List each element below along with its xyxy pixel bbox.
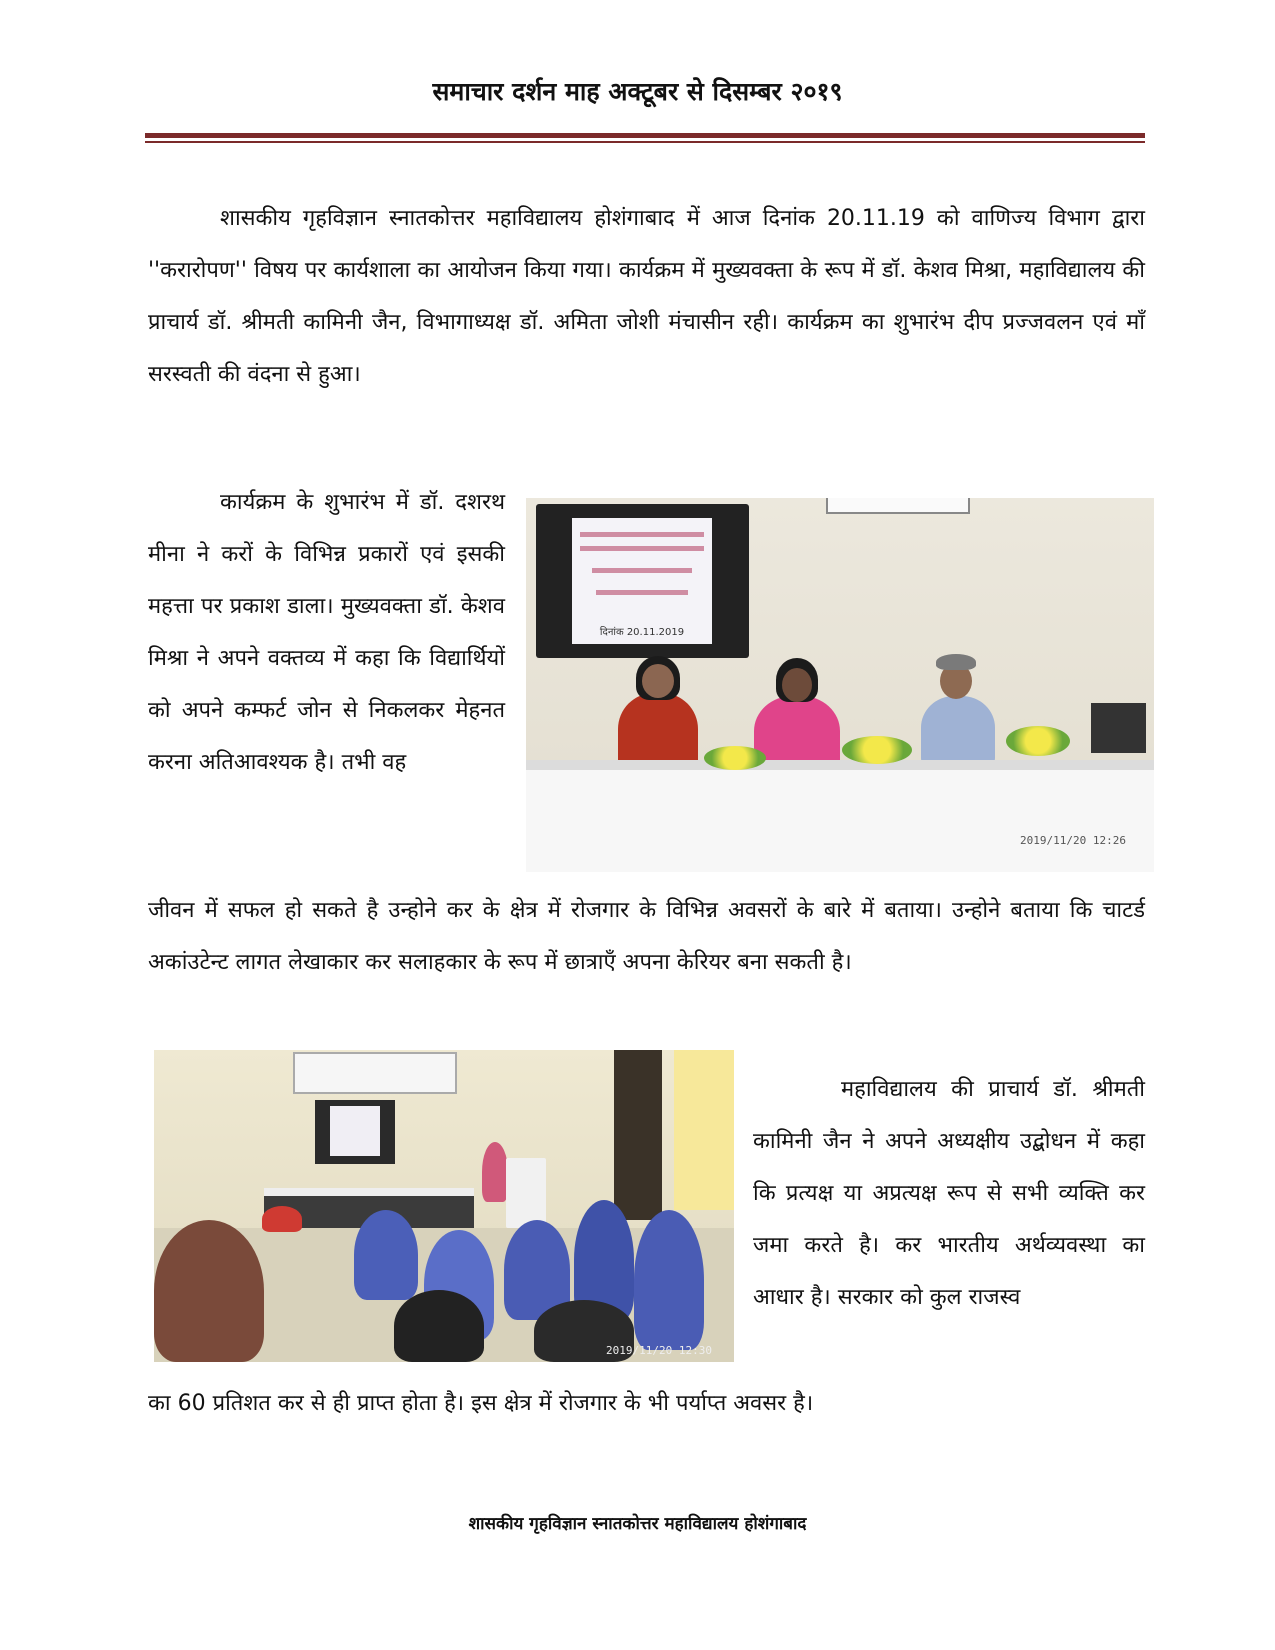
wall-board: [1091, 703, 1146, 753]
speaker-at-podium: [482, 1142, 508, 1202]
student: [354, 1210, 418, 1300]
paragraph-speaker-left: कार्यक्रम के शुभारंभ में डॉ. दशरथ मीना ने करों के विभिन्न प्रकारों एवं इसकी महत्ता पर प्रकाश डाला। मुख्यवक्ता डॉ. केशव मिश्रा ने अपने वक्तव्य में कहा कि विद्यार्थियों को अपने कम्फर्ट जोन से निकलकर मेहनत करना अतिआवश्यक है। तभी वह: [148, 490, 505, 775]
flower-bouquet: [1006, 726, 1070, 756]
presentation-slide: [572, 518, 712, 644]
chief-speaker-man: [921, 696, 995, 766]
student: [154, 1220, 264, 1362]
stage-table-edge: [526, 760, 1154, 770]
header-rule-thin: [145, 141, 1145, 143]
photo-timestamp: 2019/11/20 12:26: [1020, 834, 1126, 847]
flower-bouquet: [704, 746, 766, 770]
slide-date: दिनांक 20.11.2019: [599, 627, 685, 638]
paragraph-intro: शासकीय गृहविज्ञान स्नातकोत्तर महाविद्यालय होशंगाबाद में आज दिनांक 20.11.19 को वाणिज्य विभाग द्वारा ''करारोपण'' विषय पर कार्यशाला का आयोजन किया गया। कार्यक्रम में मुख्यवक्ता के रूप में डॉ. केशव मिश्रा, महाविद्यालय की प्राचार्य डॉ. श्रीमती कामिनी जैन, विभागाध्यक्ष डॉ. अमिता जोशी मंचासीन रही। कार्यक्रम का शुभारंभ दीप प्रज्जवलन एवं माँ सरस्वती की वंदना से हुआ।: [148, 206, 1145, 387]
flower-pot: [262, 1206, 302, 1232]
tv-screen: [536, 504, 749, 658]
window: [674, 1050, 734, 1210]
podium: [506, 1158, 546, 1228]
student: [634, 1210, 704, 1350]
page-title: समाचार दर्शन माह अक्टूबर से दिसम्बर २०१९: [432, 77, 843, 106]
event-photo-audience: [154, 1050, 734, 1362]
event-photo-stage: [526, 498, 1154, 872]
speaker-face: [642, 664, 674, 698]
curtain: [614, 1050, 662, 1220]
footer-text: शासकीय गृहविज्ञान स्नातकोत्तर महाविद्यालय होशंगाबाद: [468, 1514, 807, 1534]
chief-speaker-cap: [936, 654, 976, 670]
header-rule-thick: [145, 133, 1145, 138]
paragraph-speaker-continued: जीवन में सफल हो सकते है उन्होने कर के क्षेत्र में रोजगार के विभिन्न अवसरों के बारे में बताया। उन्होने बताया कि चाटर्ड अकांउटेन्ट लागत लेखाकार कर सलाहकार के रूप में छात्राएँ अपना केरियर बना सकती है।: [148, 898, 1145, 975]
flower-bouquet: [842, 736, 912, 764]
paragraph-principal-continued: का 60 प्रतिशत कर से ही प्राप्त होता है। इस क्षेत्र में रोजगार के भी पर्याप्त अवसर है।: [148, 1391, 814, 1416]
principal-face: [782, 668, 812, 702]
photo-timestamp: 2019/11/20 12:30: [606, 1344, 712, 1357]
presentation-slide: [330, 1106, 380, 1156]
student: [394, 1290, 484, 1362]
whiteboard: [293, 1052, 457, 1094]
stage-table: [526, 760, 1154, 872]
ceiling-fixture: [826, 498, 970, 514]
paragraph-principal-right: महाविद्यालय की प्राचार्य डॉ. श्रीमती कामिनी जैन ने अपने अध्यक्षीय उद्बोधन में कहा कि प्रत्यक्ष या अप्रत्यक्ष रूप से सभी व्यक्ति कर जमा करते है। कर भारतीय अर्थव्यवस्था का आधार है। सरकार को कुल राजस्व: [753, 1077, 1145, 1310]
